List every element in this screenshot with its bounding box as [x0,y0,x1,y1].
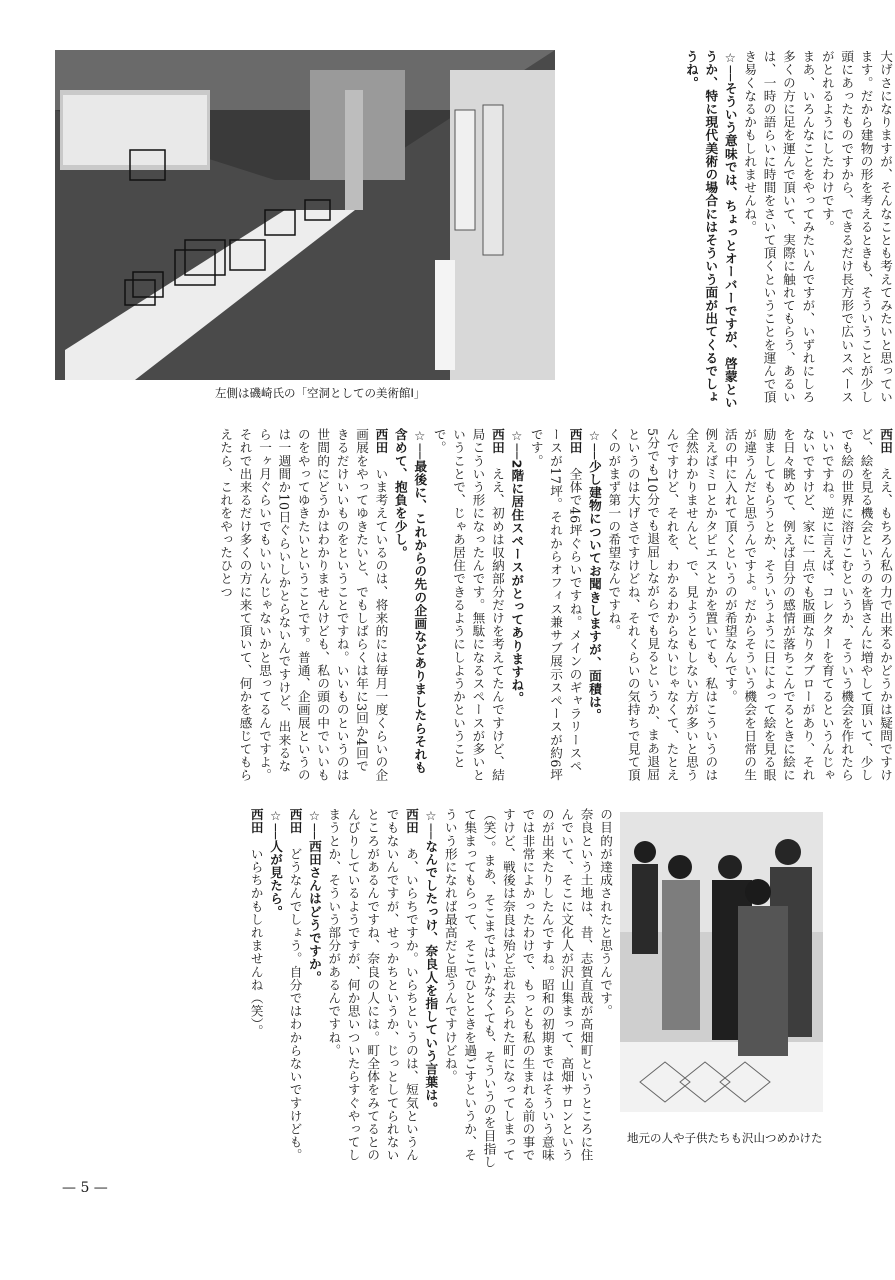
answer-text: 全体で46坪ぐらいですね。メインのギャラリースペースが17坪。それからオフィス兼サブ展示スペースが約6坪です。 [528,428,583,782]
answer-text: いらちかもしれませんね（笑）。 [248,847,264,1038]
visitors-photo-image [620,812,823,1112]
paragraph: の目的が達成されたと思うんです。 [598,808,613,1018]
interviewer-question: ☆──最後に、これからの先の企画などありましたらそれも含めて、抱負を少し。 [392,428,428,775]
paragraph: まあ、いろんなことをやってみたいんですが、いずれにしろ多くの方に足を運んで頂いて、実際に触れてもらう、あるいは、一時の語らいに時間をさいて頂くということを運んで頂き易くなるかもしれませんね。 [742,50,816,404]
paragraph: 大げさになりますが、そんなことも考えてみたいと思っています。だから建物の形を考えるときも、そういうことが少し頭にあったものですから、できるだけ長方形で広いスペースがとれるようにしたわけです。 [819,50,893,404]
visitors-photo-caption: 地元の人や子供たちも沢山つめかけた [627,1131,823,1145]
answer-text: あ、いらちですか。いらちというのは、短気というんでもないんですが、せっかちというか、じっとしてられないところがあるんですね、奈良の人には。町全体をみてるとのんびりしているようですが、何か思いついたらすぐやってしまうとか、そういう部分があるんですね。 [326,808,419,1162]
article-column-top [572,50,895,415]
speaker-label: 西田 [373,428,389,455]
page-number: — 5 — [62,1180,108,1196]
speaker-label: 西田 [878,428,893,455]
gallery-photo-image [55,50,555,380]
answer-text: ええ、初めは収納部分だけを考えてたんですけど、結局こういう形になったんです。無駄になるスペースが多いということで、じゃあ居住できるようにしようかということで。 [431,428,505,782]
answer-text: どうなんでしょう。自分ではわからないですけども。 [287,847,303,1162]
article-column-bottom [40,808,615,1173]
interviewer-question: ☆──そういう意味では、ちょっとオーバーですが、啓蒙というか、特に現代美術の場合にはそういう面が出てくるでしょうね。 [683,50,738,410]
speaker-label: 西田 [567,428,583,455]
gallery-photo-caption: 左側は磯崎氏の「空洞としての美術館Ⅰ」 [215,386,426,400]
speaker-label: 西田 [403,808,419,835]
interviewer-question: ☆──人が見たら。 [268,808,284,919]
answer-text: 例えばミロとかタピエスとかを置いても、私はこういうのは全然わかりませんと、で、見ようともしない方が多いと思うんですけど、それを、わかるわからないじゃなくて、たとえ5分でも10分でも退屈しながらでも見るというか、まあ退屈というのは大げさですけどね、それくらいの気持ちで見て頂くのがまず第一の希望なんですね。 [606,428,719,782]
speaker-label: 西田 [287,808,303,835]
answer-text: ええ、もちろん私の力で出来るかどうかは疑問ですけど、絵を見る機会というのを皆さんに増やして頂いて、少しでも絵の世界に溶けこむというか、そういう機会を作れたらいいですね。逆に言えば、コレクターを育てるというんじゃないですけど、家に一点でも版画なりタブローがあり、それを日々眺めて、例えば自分の感情が落ちこんでるときに絵に励ましてもらうとか、そういうように日によって絵を見る眼が違うんだと思うんですよ。だからそういう機会を日常の生活の中に入れて頂くというのが希望なんです。 [722,428,893,782]
speaker-label: 西田 [489,428,505,455]
interviewer-question: ☆──西田さんはどうですか。 [306,808,322,984]
article-column-middle [40,428,895,783]
interviewer-question: ☆──2階に居住スペースがとってありますね。 [509,428,525,705]
answer-text: いま考えているのは、将来的には毎月一度くらいの企画展をやってゆきたいと、でもしばらくは年に3回か4回できるだけいいものをということですね。いいものというのは世間的にどうかはわかりませんけども、私の頭の中でいいものをやってゆきたいということです。普通、企画展というのは一週間か10日ぐらいしかとらないんですけど、出来るなら一ヶ月ぐらいでもいいんじゃないかと思ってるんですよ。それで出来るだけ多くの方に来て頂いて、何かを感じてもらえたら、これをやったひとつ [218,428,389,782]
interviewer-question: ☆──少し建物についてお聞きしますが、面積は。 [586,428,602,722]
gallery-photo [55,50,555,380]
interviewer-question: ☆──なんでしたっけ、奈良人を指していう言葉は。 [423,808,439,1115]
paragraph: 奈良という土地は、昔、志賀直哉が高畑町というところに住んでいて、そこに文化人が沢山集まって、高畑サロンというのが出来たりしたんですね。昭和の初期まではそういう意味では非常によかったわけで、もっとも私の生まれる前の事ですけど、戦後は奈良は殆ど忘れ去られた町になってしまって（笑）。まあ、そこまではいかなくても、そういうのを目指して集まってもらって、そこでひとときを過ごすというか、そういう形になれば最高だと思うんですけどね。 [442,808,594,1169]
speaker-label: 西田 [248,808,264,835]
visitors-photo [620,812,823,1112]
